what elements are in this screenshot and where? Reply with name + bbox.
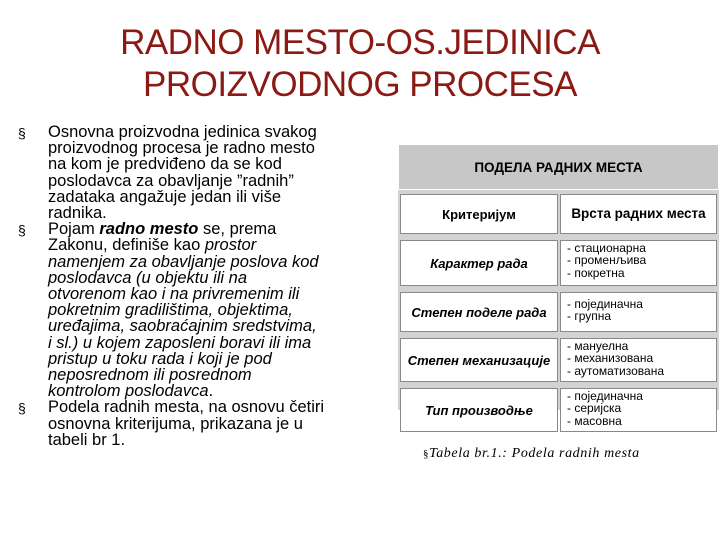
kind-item: - мануелна [567, 339, 629, 353]
bullet-marker-icon: § [18, 125, 26, 141]
bullet-2-line: poslodavca (u objektu ili na [48, 268, 248, 287]
text-run: Pojam [48, 220, 100, 239]
bullet-3-line: Podela radnih mesta, na osnovu četiri [48, 398, 325, 417]
kind-item: - масовна [567, 413, 622, 428]
bullet-3-line: osnovna kriterijuma, prikazana je u [48, 414, 303, 433]
bullet-1-line: radnika. [48, 204, 107, 223]
term-radno-mesto: radno mesto [99, 220, 199, 239]
bullet-1-line: zadataka angažuje jedan ili više [48, 187, 281, 206]
kind-item: - покретна [567, 265, 625, 280]
bullet-2-line: namenjem za obavljanje poslova kod [48, 252, 319, 271]
bullet-list [18, 124, 390, 448]
bullet-2-line: neposrednom ili posrednom [48, 366, 252, 385]
row-2-kinds [560, 292, 717, 332]
title-line-1: RADNO MESTO-OS.JEDINICA [120, 23, 600, 62]
kind-item: - аутоматизована [567, 363, 665, 378]
work-places-table [398, 144, 719, 428]
title-line-2: PROIZVODNOG PROCESA [143, 65, 577, 104]
bullet-1 [18, 124, 390, 221]
text-run: kontrolom poslodavca [48, 382, 209, 401]
header-criterion: Критеријум [400, 194, 558, 234]
kind-item: - групна [567, 309, 612, 324]
bullet-2-line: otvorenom kao i na privremenim ili [48, 285, 300, 304]
bullet-2-line: uređajima, saobraćajnim sredstvima, [48, 317, 317, 336]
bullet-2-line: pokretnim gradilištima, objektima, [48, 301, 293, 320]
row-4-kinds [560, 388, 717, 432]
bullet-2-line: pristup u toku rada i koji je pod [48, 349, 272, 368]
text-run: se, prema [198, 220, 277, 239]
kind-item: - појединачна [567, 297, 643, 311]
bullet-1-line: proizvodnog procesa je radno mesto [48, 139, 315, 158]
bullet-1-line: poslodavca za obavljanje ”radnih” [48, 171, 294, 190]
row-1-criterion: Карактер рада [400, 240, 558, 286]
row-3-kinds [560, 338, 717, 382]
slide-title [0, 22, 720, 106]
kind-item: - серијска [567, 401, 622, 416]
bullet-2-line [48, 237, 390, 253]
row-1-kinds [560, 240, 717, 286]
caption-marker-icon: § [423, 448, 430, 460]
bullet-2 [18, 221, 390, 399]
kind-item: - појединачна [567, 389, 643, 403]
text-run: Zakonu, definiše kao [48, 236, 205, 255]
bullet-1-line: na kom je predviđeno da se kod [48, 155, 282, 174]
bullet-1-line: Osnovna proizvodna jedinica svakog [48, 123, 317, 141]
kind-item: - променљива [567, 253, 647, 268]
text-run: . [208, 382, 214, 401]
row-4-criterion: Тип производње [400, 388, 558, 432]
table-title: ПОДЕЛА РАДНИХ МЕСТА [398, 144, 719, 190]
bullet-2-line [48, 221, 390, 237]
bullet-marker-icon: § [18, 222, 26, 239]
caption-text: Tabela br.1.: Podela radnih mesta [429, 446, 640, 461]
header-kind: Врста радних места [560, 194, 717, 234]
bullet-marker-icon: § [18, 400, 26, 417]
bullet-2-line [48, 383, 390, 399]
term-prostor: prostor [204, 236, 257, 255]
bullet-3 [18, 399, 390, 448]
bullet-2-definition [48, 254, 390, 400]
bullet-2-line: i sl.) u kojem zaposleni boravi ili ima [48, 333, 312, 352]
bullet-3-line: tabeli br 1. [48, 430, 126, 449]
kind-item: - стационарна [567, 241, 646, 255]
kind-item: - механизована [567, 351, 654, 366]
table-caption [423, 446, 640, 462]
row-3-criterion: Степен механизације [400, 338, 558, 382]
row-2-criterion: Степен поделе рада [400, 292, 558, 332]
